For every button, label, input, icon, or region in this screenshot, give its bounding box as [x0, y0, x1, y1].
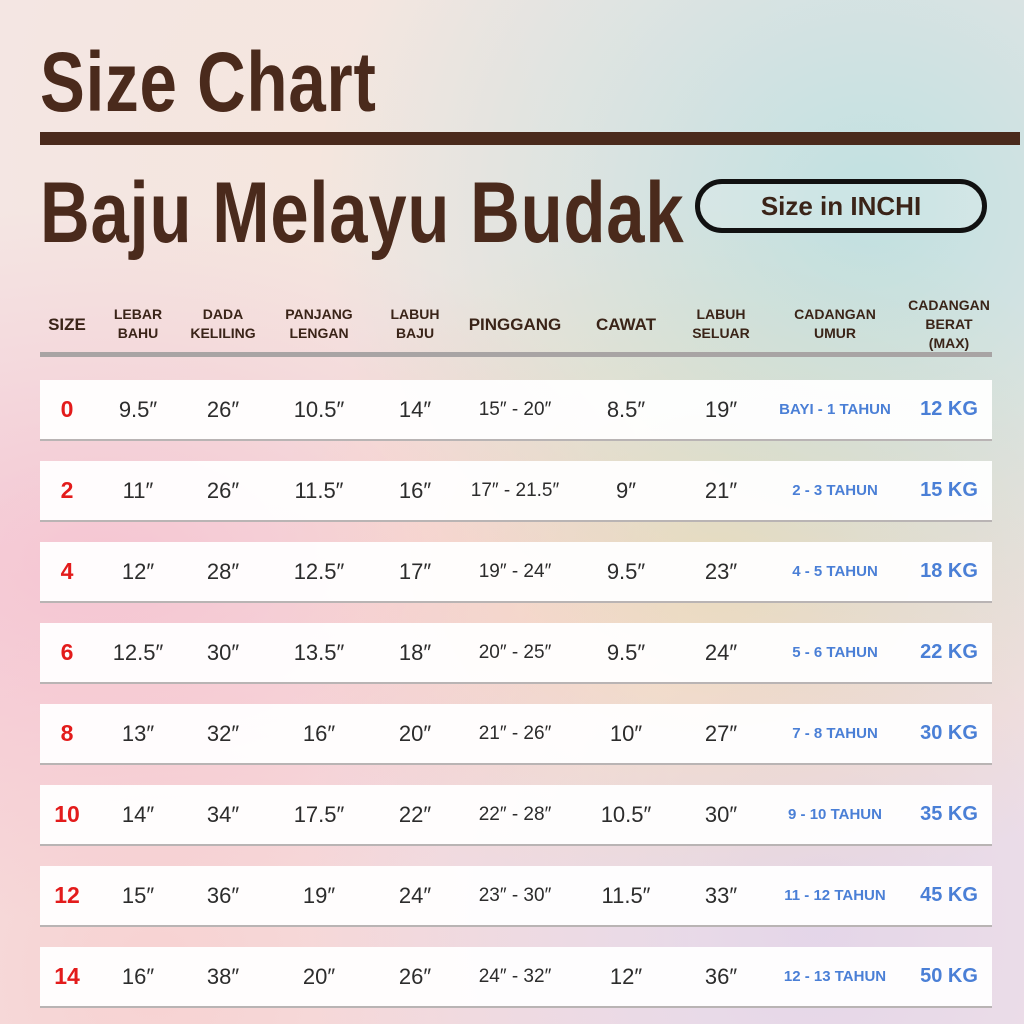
- table-row: [40, 704, 992, 765]
- cell-cawat: 12″: [609, 963, 643, 989]
- table-row: [40, 380, 992, 441]
- header-labuh-baju: LABUH BAJU: [390, 306, 440, 341]
- page-title: Size Chart: [40, 35, 377, 129]
- cell-umur: 2 - 3 TAHUN: [792, 482, 878, 499]
- cell-cawat: 9.5″: [606, 558, 646, 584]
- cell-berat: 22 KG: [920, 641, 978, 663]
- cell-labuh-seluar: 30″: [704, 801, 738, 827]
- cell-labuh-baju: 22″: [398, 801, 432, 827]
- cell-labuh-seluar: 23″: [704, 558, 738, 584]
- cell-umur: 5 - 6 TAHUN: [792, 644, 878, 661]
- cell-panjang-lengan: 19″: [302, 882, 336, 908]
- cell-labuh-baju: 20″: [398, 720, 432, 746]
- cell-dada: 26″: [206, 477, 240, 503]
- cell-umur: BAYI - 1 TAHUN: [779, 401, 891, 418]
- cell-labuh-seluar: 19″: [704, 396, 738, 422]
- cell-panjang-lengan: 20″: [302, 963, 336, 989]
- cell-size: 6: [60, 639, 74, 665]
- cell-labuh-baju: 14″: [398, 396, 432, 422]
- cell-cawat: 10″: [609, 720, 643, 746]
- cell-lebar-bahu: 13″: [121, 720, 155, 746]
- cell-size: 4: [60, 558, 74, 584]
- cell-labuh-seluar: 27″: [704, 720, 738, 746]
- cell-pinggang: 21″ - 26″: [478, 722, 552, 744]
- header-lebar-bahu: LEBAR BAHU: [113, 306, 163, 341]
- cell-labuh-baju: 24″: [398, 882, 432, 908]
- cell-berat: 18 KG: [920, 560, 978, 582]
- cell-umur: 9 - 10 TAHUN: [788, 806, 882, 823]
- cell-pinggang: 20″ - 25″: [478, 641, 552, 663]
- cell-cawat: 9″: [615, 477, 637, 503]
- cell-umur: 11 - 12 TAHUN: [784, 887, 886, 904]
- cell-umur: 12 - 13 TAHUN: [783, 968, 887, 985]
- cell-labuh-seluar: 24″: [704, 639, 738, 665]
- cell-pinggang: 24″ - 32″: [478, 965, 552, 987]
- cell-berat: 15 KG: [920, 479, 978, 501]
- header-dada-keliling: DADA KELILING: [190, 306, 256, 341]
- cell-labuh-baju: 26″: [398, 963, 432, 989]
- page-subtitle: Baju Melayu Budak: [40, 165, 685, 261]
- cell-cawat: 9.5″: [606, 639, 646, 665]
- header-size: SIZE: [48, 314, 86, 334]
- header-cadangan-berat: CADANGAN BERAT (MAX): [908, 296, 990, 351]
- cell-berat: 50 KG: [920, 965, 978, 987]
- cell-labuh-seluar: 36″: [704, 963, 738, 989]
- table-row: [40, 866, 992, 927]
- table-header: [40, 296, 992, 352]
- cell-berat: 45 KG: [920, 884, 978, 906]
- cell-dada: 36″: [206, 882, 240, 908]
- table-row: [40, 947, 992, 1008]
- cell-pinggang: 15″ - 20″: [478, 398, 552, 420]
- cell-size: 14: [54, 963, 80, 989]
- cell-dada: 34″: [206, 801, 240, 827]
- cell-lebar-bahu: 15″: [121, 882, 155, 908]
- cell-size: 10: [54, 801, 80, 827]
- cell-cawat: 8.5″: [606, 396, 646, 422]
- cell-pinggang: 19″ - 24″: [478, 560, 552, 582]
- cell-labuh-seluar: 33″: [704, 882, 738, 908]
- table-row: [40, 623, 992, 684]
- header-pinggang: PINGGANG: [468, 314, 562, 334]
- cell-cawat: 10.5″: [600, 801, 652, 827]
- title-divider: [40, 132, 1020, 145]
- header-cadangan-umur: CADANGAN UMUR: [794, 306, 876, 341]
- table-row: [40, 461, 992, 522]
- table-row: [40, 542, 992, 603]
- cell-berat: 35 KG: [920, 803, 978, 825]
- unit-badge: Size in INCHI: [695, 179, 987, 233]
- cell-dada: 38″: [206, 963, 240, 989]
- cell-lebar-bahu: 9.5″: [118, 396, 158, 422]
- cell-lebar-bahu: 14″: [121, 801, 155, 827]
- cell-panjang-lengan: 17.5″: [293, 801, 345, 827]
- cell-dada: 32″: [206, 720, 240, 746]
- cell-panjang-lengan: 10.5″: [293, 396, 345, 422]
- cell-pinggang: 22″ - 28″: [478, 803, 552, 825]
- cell-panjang-lengan: 13.5″: [293, 639, 345, 665]
- cell-dada: 28″: [206, 558, 240, 584]
- cell-size: 0: [60, 396, 74, 422]
- header-labuh-seluar: LABUH SELUAR: [692, 306, 750, 341]
- cell-lebar-bahu: 16″: [121, 963, 155, 989]
- cell-lebar-bahu: 12.5″: [112, 639, 164, 665]
- cell-umur: 7 - 8 TAHUN: [792, 725, 878, 742]
- header-divider: [40, 352, 992, 357]
- cell-labuh-baju: 18″: [398, 639, 432, 665]
- cell-pinggang: 23″ - 30″: [478, 884, 552, 906]
- cell-cawat: 11.5″: [601, 882, 651, 908]
- cell-dada: 30″: [206, 639, 240, 665]
- cell-size: 2: [60, 477, 74, 503]
- cell-panjang-lengan: 16″: [302, 720, 336, 746]
- cell-labuh-baju: 17″: [398, 558, 432, 584]
- cell-labuh-seluar: 21″: [704, 477, 738, 503]
- header-cawat: CAWAT: [595, 314, 657, 334]
- cell-panjang-lengan: 11.5″: [294, 477, 344, 503]
- header-panjang-lengan: PANJANG LENGAN: [285, 306, 353, 341]
- cell-size: 12: [54, 882, 80, 908]
- cell-umur: 4 - 5 TAHUN: [792, 563, 878, 580]
- cell-lebar-bahu: 11″: [122, 477, 154, 503]
- cell-panjang-lengan: 12.5″: [293, 558, 345, 584]
- cell-pinggang: 17″ - 21.5″: [470, 479, 560, 501]
- cell-berat: 30 KG: [920, 722, 978, 744]
- cell-berat: 12 KG: [920, 398, 978, 420]
- cell-dada: 26″: [206, 396, 240, 422]
- cell-lebar-bahu: 12″: [121, 558, 155, 584]
- cell-labuh-baju: 16″: [398, 477, 432, 503]
- table-row: [40, 785, 992, 846]
- cell-size: 8: [60, 720, 74, 746]
